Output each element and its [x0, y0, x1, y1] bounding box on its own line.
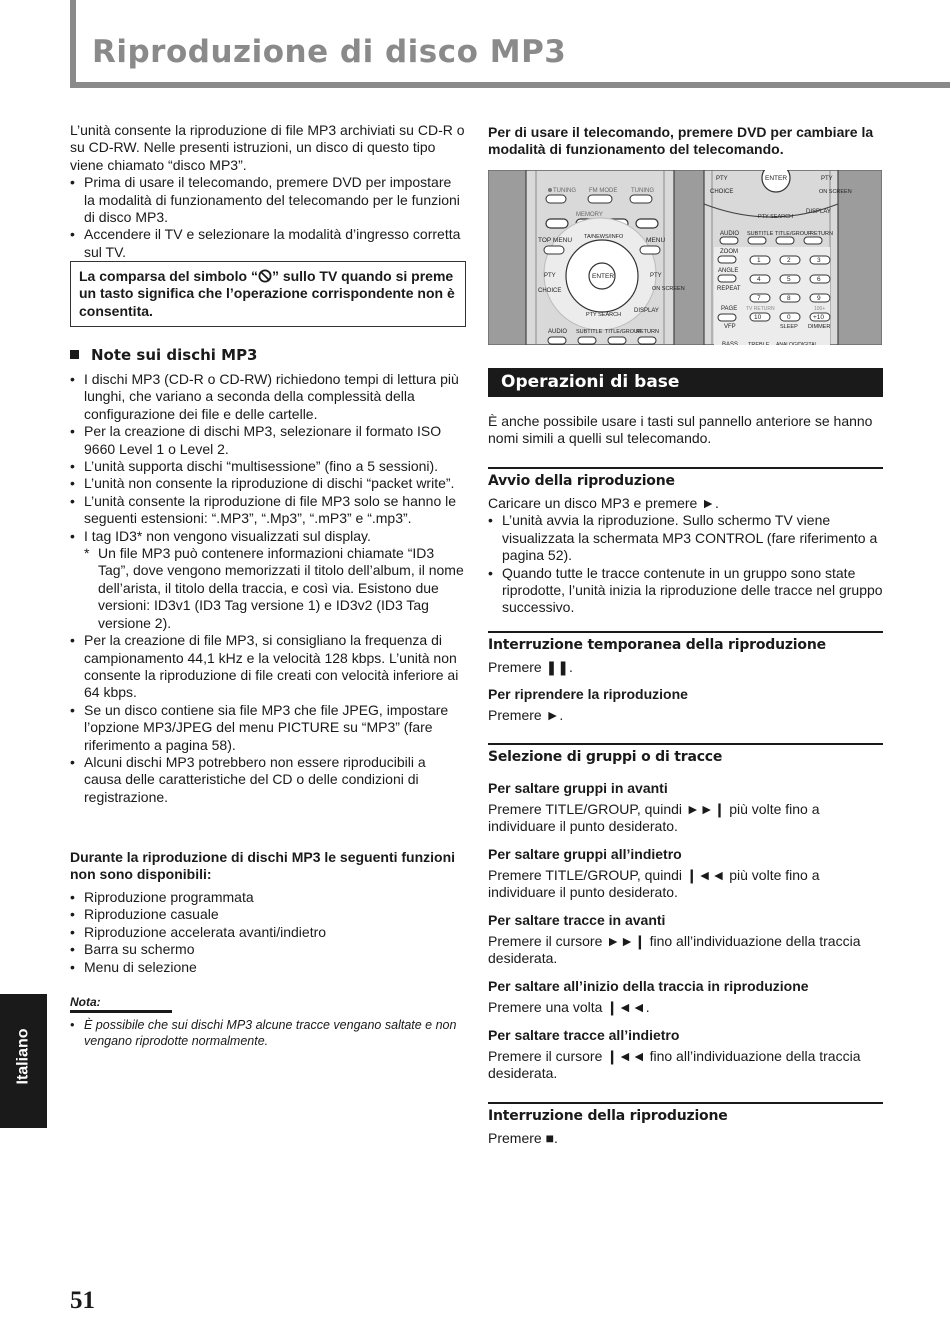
remote-label: PTY SEARCH — [586, 312, 622, 318]
page-title: Riproduzione di disco MP3 — [92, 34, 567, 70]
remote-label: SLEEP — [780, 324, 798, 330]
remote-label: MENU — [646, 237, 666, 244]
list-item: • Per la creazione di dischi MP3, selezionare il formato ISO 9660 Level 1 o Level 2. — [70, 423, 466, 458]
sub-heading: Per saltare all’inizio della traccia in riproduzione — [488, 978, 809, 994]
remote-label: PTY — [716, 176, 728, 182]
list-item: • Quando tutte le tracce contenute in un gruppo sono state riprodotte, l’unità inizia la riproduzione delle tracce nel gruppo successivo. — [488, 565, 884, 617]
remote-label: AUDIO — [720, 231, 740, 237]
section-heading: Interruzione della riproduzione — [488, 1108, 728, 1124]
list-item: • L’unità avvia la riproduzione. Sullo schermo TV viene visualizzata la schermata MP3 CONTROL (fare riferimento a pagina 52). — [488, 512, 884, 564]
remote-label: TOP MENU — [538, 237, 573, 244]
sub-heading: Per riprendere la riproduzione — [488, 686, 688, 702]
body-text: Premere ►. — [488, 707, 564, 723]
body-text: Premere una volta ❙◄◄. — [488, 999, 650, 1015]
remote-label: PTY — [821, 176, 833, 182]
remote-label: ZOOM — [720, 249, 738, 255]
warning-text-before: La comparsa del simbolo “ — [79, 268, 258, 284]
remote-caption: Per di usare il telecomando, premere DVD per cambiare la modalità di funzionamento del telecomando. — [488, 124, 874, 158]
remote-label: MEMORY — [576, 212, 603, 218]
list-item: • Riproduzione programmata — [70, 889, 466, 906]
list-item: • I dischi MP3 (CD-R o CD-RW) richiedono tempi di lettura più lunghi, che variano a seconda della complessità della configurazione dei file e delle cartelle. — [70, 371, 466, 423]
sub-heading: Per saltare gruppi in avanti — [488, 780, 668, 796]
keypad-key-label: 8 — [787, 295, 791, 302]
remote-label: ANGLE — [718, 268, 739, 274]
keypad-key-label: 2 — [787, 257, 791, 264]
remote-label: TREBLE — [748, 342, 770, 345]
list-item: • Riproduzione accelerata avanti/indietro — [70, 924, 466, 941]
body-text: Premere il cursore ►►❙ fino all’individuazione della traccia desiderata. — [488, 933, 861, 967]
remote-label: VFP — [724, 324, 736, 330]
language-label: Italiano — [14, 1028, 32, 1085]
remote-label: TITLE/GROUP — [605, 329, 642, 335]
remote-label: ENTER — [765, 175, 788, 182]
keypad-key-label: 0 — [787, 314, 791, 321]
body-text: Premere il cursore ❙◄◄ fino all’individuazione della traccia desiderata. — [488, 1048, 861, 1082]
remote-label: DISPLAY — [806, 209, 831, 215]
remote-label: CHOICE — [710, 189, 734, 195]
list-item: • Menu di selezione — [70, 959, 466, 976]
body-text: Premere TITLE/GROUP, quindi ►►❙ più volte fino a individuare il punto desiderato. — [488, 801, 820, 835]
body-text: Premere ■. — [488, 1130, 558, 1146]
remote-label: DISPLAY — [634, 308, 659, 314]
list-item: • Se un disco contiene sia file MP3 che file JPEG, impostare l’opzione MP3/JPEG del menu PICTURE su “MP3” (fare riferimento a pagina 58). — [70, 702, 466, 754]
body-text: Premere TITLE/GROUP, quindi ❙◄◄ più volte fino a individuare il punto desiderato. — [488, 867, 820, 901]
remote-label: TUNING — [553, 188, 576, 194]
remote-label: BASS — [722, 342, 739, 345]
remote-label: PTY — [544, 273, 556, 279]
warning-box — [70, 261, 466, 327]
intro-section — [70, 122, 466, 261]
list-item: • L’unità non consente la riproduzione di dischi “packet write”. — [70, 475, 466, 492]
remote-label: ANALOG/DIGITAL — [776, 342, 818, 345]
remote-label: SUBTITLE — [576, 329, 603, 335]
remote-label: TA/NEWS/INFO — [584, 234, 624, 240]
list-item: • Alcuni dischi MP3 potrebbero non essere riproducibili a causa delle caratteristiche del CD o delle condizioni di registrazione. — [70, 754, 466, 806]
keypad-key-label: 9 — [817, 295, 821, 302]
keypad-key-label: 10 — [754, 314, 762, 321]
unavailable-list — [70, 889, 466, 976]
section-rule — [488, 1102, 883, 1104]
list-item: • L’unità supporta dischi “multisessione” (fino a 5 sessioni). — [70, 458, 466, 475]
section-rule — [488, 631, 883, 633]
remote-label: TITLE/GROUP — [775, 231, 812, 237]
page-number: 51 — [70, 1287, 95, 1314]
remote-label: REPEAT — [717, 286, 741, 292]
section-rule — [488, 743, 883, 745]
intro-bullet: • Prima di usare il telecomando, premere DVD per impostare la modalità di funzionamento del telecomando per le funzioni di disco MP3. — [70, 174, 466, 226]
remote-label: RETURN — [810, 231, 833, 237]
keypad-key-label: 6 — [817, 276, 821, 283]
sub-heading: Per saltare gruppi all’indietro — [488, 846, 682, 862]
remote-label: TUNING — [631, 188, 654, 194]
remote-label: 100+ — [814, 306, 826, 312]
footnote: * Un file MP3 può contenere informazioni chiamate “ID3 Tag”, dove vengono memorizzati il titolo dell’album, il nome dell’arista, il titolo della traccia, e così via. Esistono due versioni: ID3v1 (ID3 Tag versione 1) e ID3v2 (ID3 Tag versione 2). — [70, 545, 466, 632]
keypad-key-label: 4 — [757, 276, 761, 283]
section-heading: Interruzione temporanea della riproduzione — [488, 637, 826, 653]
remote-label: RETURN — [636, 329, 659, 335]
sub-heading: Per saltare tracce all’indietro — [488, 1027, 680, 1043]
body-text: Caricare un disco MP3 e premere ►. — [488, 495, 719, 511]
header-horizontal-rule — [70, 82, 950, 88]
keypad-key-label: 7 — [757, 295, 761, 302]
list-item: • I tag ID3* non vengono visualizzati sul display. — [70, 528, 466, 545]
keypad-key-label: 5 — [787, 276, 791, 283]
remote-label: SUBTITLE — [747, 231, 774, 237]
section-intro: È anche possibile usare i tasti sul pannello anteriore se hanno nomi simili a quelli sul telecomando. — [488, 413, 873, 447]
square-bullet-icon — [70, 350, 79, 359]
remote-label: CHOICE — [538, 288, 562, 294]
nota-label: Nota: — [70, 995, 101, 1009]
sub-heading: Per saltare tracce in avanti — [488, 912, 666, 928]
list-item: • L’unità consente la riproduzione di file MP3 solo se hanno le seguenti estensioni: “.MP3”, “.Mp3”, “.mP3” e “.mp3”. — [70, 493, 466, 528]
remote-label: PTY — [650, 273, 662, 279]
remote-label: ON SCREEN — [652, 286, 685, 292]
header-vertical-rule — [70, 0, 76, 88]
list-item: • Per la creazione di file MP3, si consigliano la frequenza di campionamento 44,1 kHz e la velocità 128 kbps. L’unità non consente la riproduzione di file creati con velocità inferiore ai 64 kbps. — [70, 632, 466, 702]
nota-rule — [70, 1010, 172, 1013]
remote-label: AUDIO — [548, 329, 568, 335]
remote-control-illustration — [488, 170, 882, 345]
remote-label: FM MODE — [589, 188, 618, 194]
remote-label: ENTER — [592, 273, 615, 280]
remote-label: PAGE — [721, 306, 738, 312]
remote-label: ON SCREEN — [819, 189, 852, 195]
notes-list — [70, 371, 466, 806]
remote-label: DIMMER — [808, 324, 831, 330]
intro-bullet: • Accendere il TV e selezionare la modalità d’ingresso corretta sul TV. — [70, 226, 466, 261]
intro-paragraph: L’unità consente la riproduzione di file MP3 archiviati su CD-R o su CD-RW. Nelle presenti istruzioni, un disco di questo tipo viene chiamato “disco MP3”. — [70, 122, 465, 173]
notes-heading-label: Note sui dischi MP3 — [91, 346, 258, 364]
section-heading: Selezione di gruppi o di tracce — [488, 749, 723, 765]
section-rule — [488, 467, 883, 469]
remote-label: PTY SEARCH — [758, 214, 794, 220]
section-heading: Avvio della riproduzione — [488, 473, 675, 489]
warning-text-after: ” sullo TV quando si preme un tasto significa che l’operazione corrispondente non è consentita. — [79, 268, 455, 319]
list-item: • Riproduzione casuale — [70, 906, 466, 923]
keypad-key-label: 1 — [757, 257, 761, 264]
unavailable-title: Durante la riproduzione di dischi MP3 le seguenti funzioni non sono disponibili: — [70, 849, 456, 883]
remote-label: TV RETURN — [746, 306, 775, 312]
keypad-key-label: +10 — [813, 314, 825, 321]
body-text: Premere ❚❚. — [488, 659, 573, 675]
notes-heading — [70, 346, 258, 364]
section-title: Operazioni di base — [501, 372, 680, 392]
list-item: • Barra su schermo — [70, 941, 466, 958]
nota-text: • È possibile che sui dischi MP3 alcune tracce vengano saltate e non vengano riprodotte normalmente. — [70, 1017, 480, 1049]
keypad-key-label: 3 — [817, 257, 821, 264]
section-body — [488, 495, 884, 617]
prohibited-icon — [258, 269, 272, 283]
